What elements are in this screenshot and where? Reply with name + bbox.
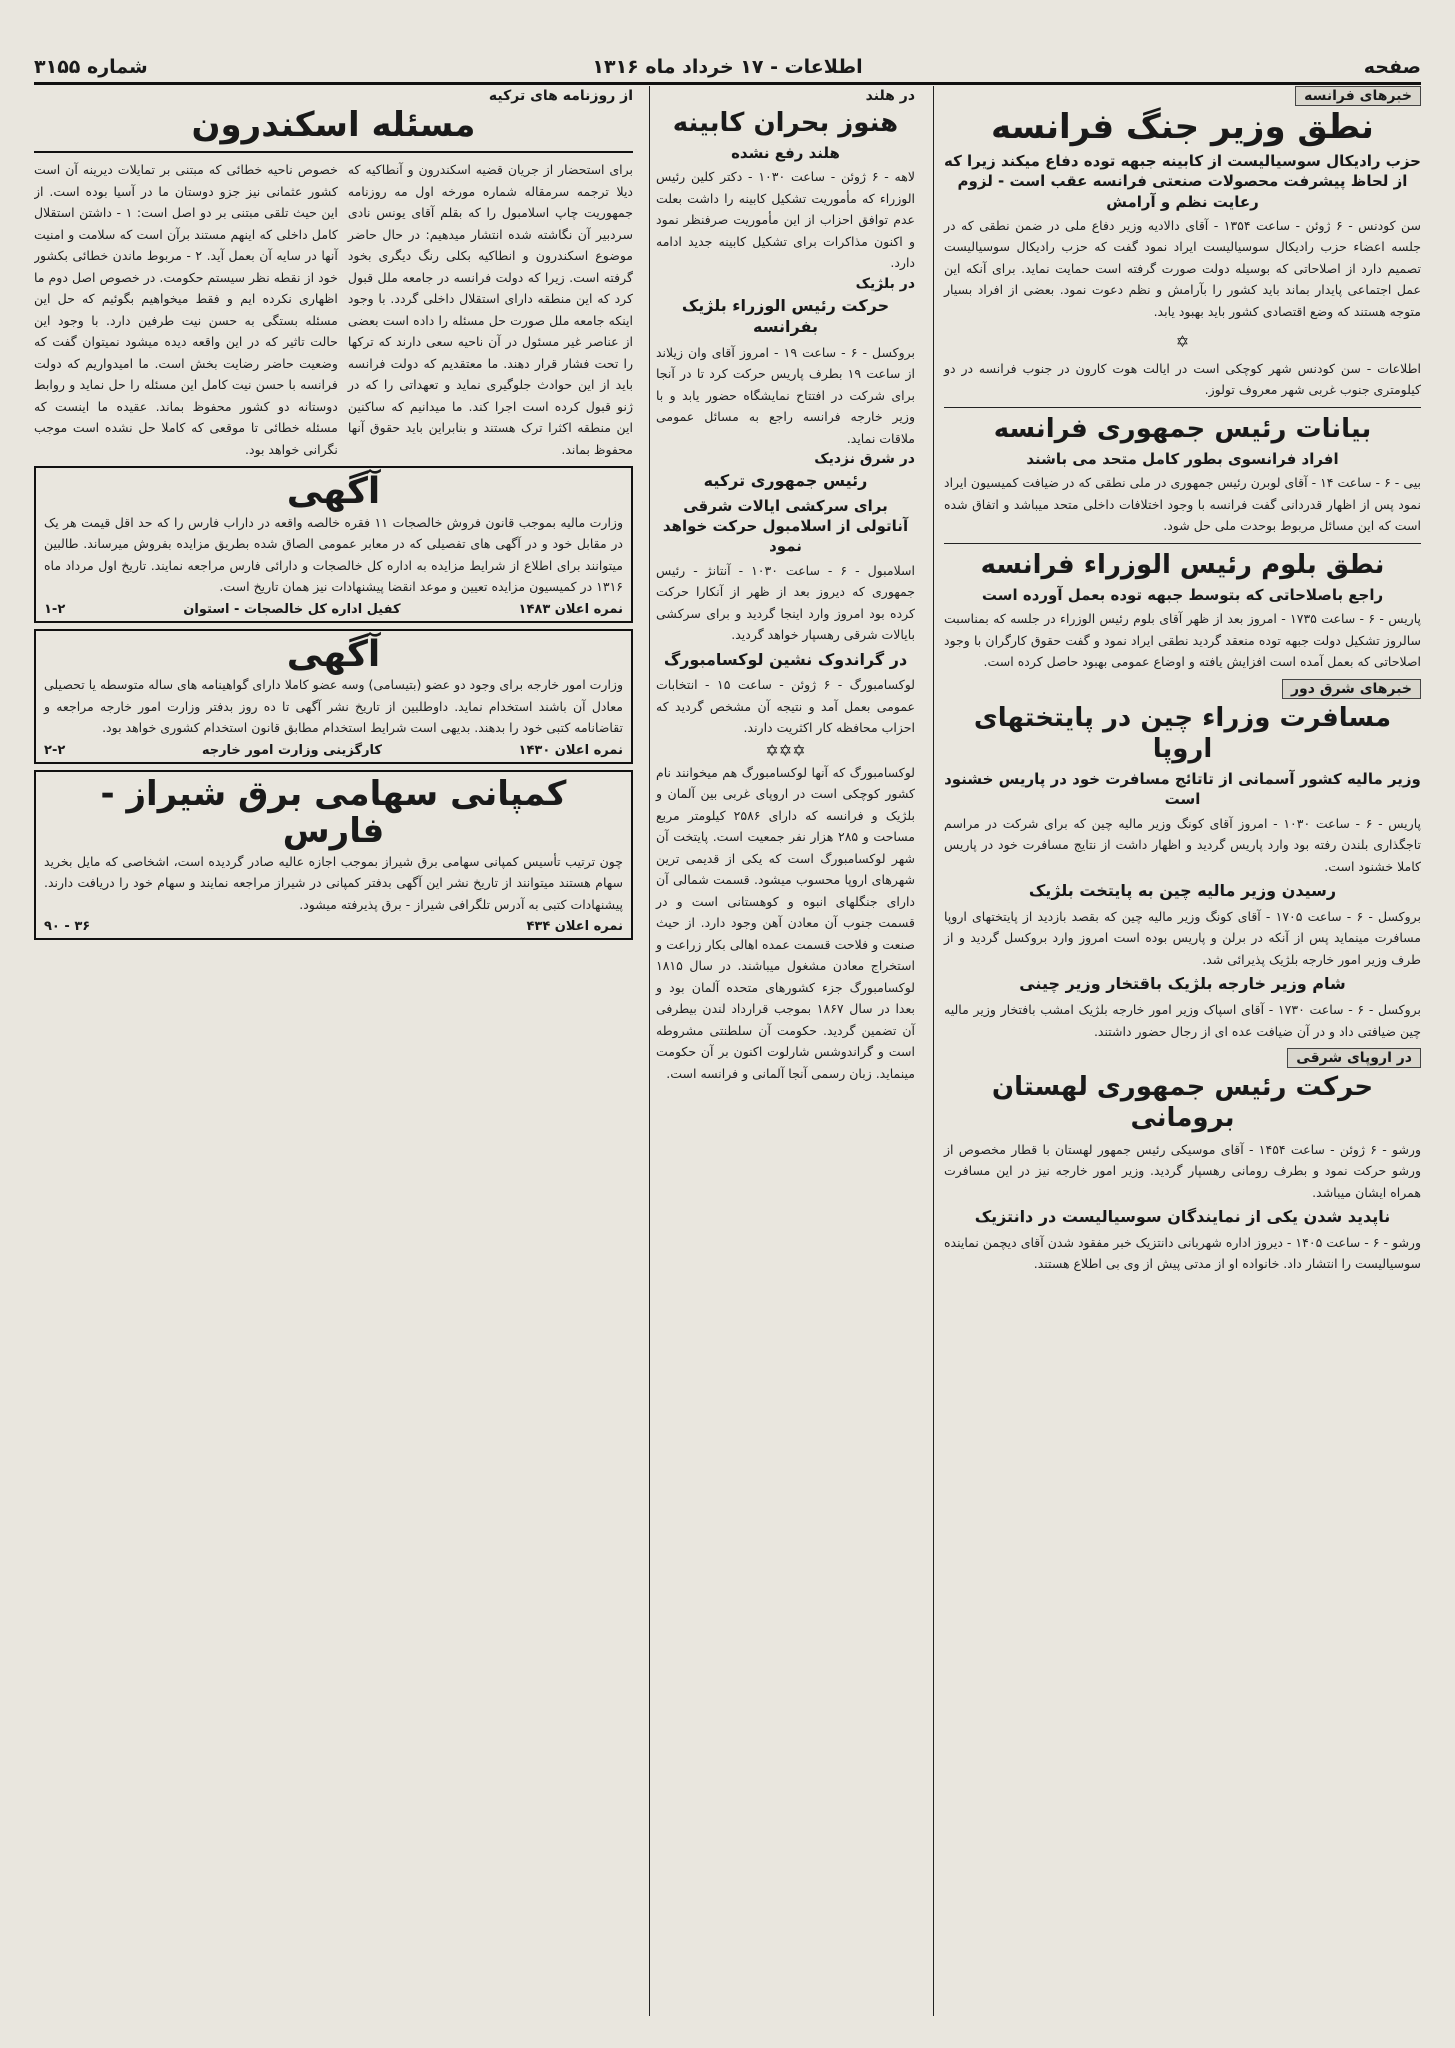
article-paragraph: سن کودنس - ۶ ژوئن - ساعت ۱۳۵۴ - آقای دالادیه وزیر دفاع ملی در ضمن نطقی که در جلسه اعضاء حزب رادیکال سوسیالیست ایراد نمود گفت که حزب رادیکال سوسیالیست تصمیم دارد از اصلاحاتی که بوسیله دولت صورت گرفته است حمایت نماید. برای آنکه این عمل اجتماعی پایدار بماند باید کشور را بآرامش و نظم دعوت نمود. بعضی از افراد بسیار متوجه هستند که وضع اقتصادی کشور باید بهبود یابد. [944, 217, 1421, 319]
subhead-china-ministers: وزیر مالیه کشور آسمانی از تاتائج مسافرت خود در پاریس خشنود است [944, 770, 1421, 809]
ad-foreign-ministry [34, 629, 633, 764]
ad-footer [44, 919, 623, 934]
ad-footer [44, 743, 623, 758]
column-right [933, 86, 1421, 2016]
column-middle [649, 86, 921, 2016]
article-turkey-president: اسلامبول - ۶ - ساعت ۱۰۳۰ - آنتانژ - رئیس جمهوری که دیروز بعد از ظهر از آنکارا حرکت کرده بود امروز وارد اینجا گردید و برای سرکشی بایالات شرقی رهسپار خواهد گردید. [656, 562, 916, 643]
ad-shiraz-electric [34, 770, 633, 940]
article-china-brussels: بروکسل - ۶ - ساعت ۱۷۰۵ - آقای کونگ وزیر مالیه چین که بقصد بازدید از پایتختهای اروپا مسافرت مینماید پس از آنکه در برلن و پاریس بوده است امروز وارد بروکسل گردید و از طرف وزیر امور خارجه بلژیک پذیرائی شد. [944, 908, 1421, 967]
kicker-near-east: در شرق نزدیک [814, 451, 915, 468]
headline-china-ministers: مسافرت وزراء چین در پایتختهای اروپا [973, 702, 1392, 764]
divider [944, 543, 1421, 544]
article-luxembourg-info: لوکسامبورگ که آنها لوکسامبورگ هم میخوانند نام کشور کوچکی است در اروپای غربی بین آلمان و بلژیک و فرانسه که دارای ۲۵۸۶ کیلومتر مربع مساحت و ۲۸۵ هزار نفر جمعیت است. پایتخت آن شهر لوکسامبورگ است که یکی از قدیمی ترین شهرهای اروپا محسوب میشود. قسمت شمالی آن دارای جنگلهای انبوه و کوهستانی است و در قسمت جنوب آن معادن آهن وجود دارد. از حیث صنعت و فلاحت قسمت عمده اهالی بکار زراعت و استخراج معادن مشغول میباشند. در سال ۱۸۱۵ لوکسامبورگ جزء کشورهای متحده آلمان بود و بعدا در سال ۱۸۶۷ بموجب قرارداد لندن بیطرفی آن تضمین گردید. حکومت آن سلطنتی مشروطه است و گراندوشس شارلوت اکنون بر آن حکومت مینماید. زبان رسمی آنجا آلمانی و فرانسه است. [656, 764, 916, 1081]
subhead-blum-speech: راجع باصلاحاتی که بتوسط جبهه توده بعمل آورده است [981, 585, 1384, 604]
article-danzig-disappearance: ورشو - ۶ - ساعت ۱۴۰۵ - دیروز اداره شهربانی دانتزیک خبر مفقود شدن آقای دیچمن نماینده سوسیالیست را انتشار داد. خانواده او از مدتی پیش از وی بی اطلاع هستند. [944, 1234, 1421, 1272]
columns [34, 86, 1421, 2016]
section-tag-east-europe: در اروپای شرقی [1287, 1048, 1421, 1068]
masthead [34, 40, 1421, 85]
article-paragraph: اطلاعات - سن کودنس شهر کوچکی است در ایالت هوت کارون در جنوب فرانسه در دو کیلومتری جنوب غربی شهر معروف تولوز. [944, 360, 1421, 398]
ad-body: وزارت امور خارجه برای وجود دو عضو (بتیسامی) وسه عضو کاملا دارای گواهینامه های ساله متوسطه یا تحصیلی معادل آن باشند استخدام نماید. داوطلبین از تاریخ نشر آگهی تا ده روز بدفتر وزارت امور خارجه مراجعه و تقاضانامه کتبی خود را بدهند. بدیهی است شرایط استخدام مطابق قانون استخدام کشوری خواهد بود. [44, 677, 623, 736]
article-alexandretta-part1: برای استحضار از جریان قضیه اسکندرون و آنطاکیه که دیلا ترجمه سرمقاله شماره مورخه اول مه روزنامه جمهوریت چاپ اسلامبول را که بقلم آقای یونس نادی سردبیر آن نگاشته شده انتشار میدهیم: در حال حاضر موضوع اسکندرون و انطاکیه بکلی رنگ دیگری بخود گرفته است. زیرا که دولت فرانسه در جامعه ملل قبول کرد که این منطقه دارای استقلال داخلی گردد. با وجود اینکه جامعه ملل صورت حل مسئله را داده است بعضی از عناصر غیر مسئول در آن ناحیه سعی دارند که ترکها را تحت فشار قرار دهند. ما معتقدیم که دولت فرانسه باید از این حوادث جلوگیری نماید و تعهداتی را که در ژنو قبول کرده است اجرا کند. ما میدانیم که ساکنین این منطقه اکثرا ترک هستند و بنابراین باید حقوق آنها محفوظ بماند. [347, 162, 633, 457]
kicker-holland: در هلند [865, 88, 915, 104]
headline-belgian-pm: حرکت رئیس الوزراء بلژیک بفرانسه [681, 295, 890, 336]
headline-cabinet-crisis: هنوز بحران کابینه [672, 108, 899, 138]
headline-war-minister: نطق وزیر جنگ فرانسه [991, 107, 1374, 147]
headline-danzig-disappearance: ناپدید شدن یکی از نمایندگان سوسیالیست در دانتزیک [974, 1207, 1391, 1227]
page-label: صفحه [1363, 56, 1421, 78]
headline-alexandretta: مسئله اسکندرون [191, 105, 476, 145]
headline-china-brussels: رسیدن وزیر مالیه چین به پایتخت بلژیک [1028, 881, 1337, 901]
kicker-belgium: در بلژیک [855, 275, 915, 292]
subhead-president-france: افراد فرانسوی بطور کامل متحد می باشند [1026, 450, 1339, 469]
divider [34, 151, 633, 153]
article-president-france: بیی - ۶ - ساعت ۱۴ - آقای لوبرن رئیس جمهوری در ملی نطقی که در ضیافت کمیسیون ایراد نمود پس از اظهار قدردانی گفت فرانسه با وجود اختلافات داخلی متحد میباشد و اتفاق شده است که این مسائل مربوط بوحدت ملی حل شود. [944, 475, 1421, 534]
article-war-minister [944, 215, 1421, 401]
issue-number: شماره ۳۱۵۵ [34, 56, 148, 78]
divider [944, 407, 1421, 408]
headline-luxembourg: در گراندوک نشین لوکسامبورگ [663, 649, 908, 669]
article-belgian-pm: بروکسل - ۶ - ساعت ۱۹ - امروز آقای وان زیلاند از ساعت ۱۹ بطرف پاریس حرکت کرد تا در آنجا برای شرکت در افتتاح نمایشگاه حضور یابد و با وزیر خارجه فرانسه راجع به مسائل عمومی ملاقات نماید. [656, 344, 915, 446]
section-tag-far-east: خبرهای شرق دور [1282, 679, 1421, 699]
ad-number: نمره اعلان ۱۴۸۳ [518, 601, 623, 617]
headline-blum-speech: نطق بلوم رئیس الوزراء فرانسه [980, 549, 1385, 580]
article-cabinet-crisis: لاهه - ۶ ژوئن - ساعت ۱۰۳۰ - دکتر کلین رئیس الوزراء که مأموریت تشکیل کابینه را داشت بعلت عدم توافق احزاب از این مأموریت صرفنظر نمود و اکنون مذاکرات برای تشکیل کابینه جدید ادامه دارد. [656, 169, 915, 271]
ad-title: آگهی [286, 471, 381, 513]
column-left [34, 86, 637, 2016]
separator-stars: ✡ [1175, 332, 1190, 352]
alexandretta-columns [34, 159, 633, 460]
headline-dinner-spaak: شام وزیر خارجه بلژیک باقتخار وزیر چینی [1019, 974, 1346, 994]
ad-code: ۲-۲ [44, 742, 66, 758]
ad-title: کمپانی سهامی برق شیراز - فارس [100, 773, 567, 852]
subhead-cabinet-crisis: هلند رفع نشده [731, 144, 840, 163]
ad-code: ۱-۲ [44, 601, 66, 617]
article-alexandretta-part2: خصوص ناحیه خطائی که مبتنی بر تمایلات دیرینه آن است کشور عثمانی نیز جزو دوستان ما در آسیا بوده است. از این حیث تلقی مبتنی بر دو اصل است: ۱ - داشتن استقلال کامل داخلی که اینهم مستند برآن است که سلامت و امنیت آنها در سایه آن بعمل آید. ۲ - مربوط ماندن خطائی بکشور خود از نقطه نظر سیستم حکومت. در خصوص اصل دوم ما اظهاری نکرده ایم و فقط میخواهیم بگوئیم که حل این مسئله بستگی به حسن نیت طرفین دارد. با وجود این حالت تاثیر که در این واقعه دیده میشود نمیتوان گفت که وضعیت حاضر رضایت بخش است. ما امیدواریم که دولت فرانسه با حسن نیت کامل این مسئله را حل نماید و روابط دوستانه دو کشور محفوظ بماند. عقیده ما اینست که مسئله خطائی تا موقعی که کاملا حل نشده است موجب نگرانی خواهد بود. [34, 162, 338, 457]
ad-body: چون ترتیب تأسیس کمپانی سهامی برق شیراز بموجب اجازه عالیه صادر گردیده است، اشخاصی که مایل بخرید سهام هستند میتوانند از تاریخ نشر این آگهی بدفتر کمپانی در شیراز مراجعه نمایند و سهام خود را دریافت دارند. پیشنهادات کتبی به آدرس تلگرافی شیراز - برق پذیرفته میشود. [44, 853, 623, 912]
headline-president-france: بیانات رئیس جمهوری فرانسه [993, 413, 1372, 444]
article-china-ministers: پاریس - ۶ - ساعت ۱۰۳۰ - امروز آقای کونگ وزیر مالیه چین که برای شرکت در مراسم تاجگذاری بلندن رفته بود وارد پاریس گردید و اظهار داشت از نتایج مسافرت خود در پاریس کاملا خشنود است. [944, 815, 1421, 874]
date-line: اطلاعات - ۱۷ خرداد ماه ۱۳۱۶ [592, 56, 863, 78]
separator-stars: ✡✡✡ [765, 740, 806, 760]
subhead-war-minister: حزب رادیکال سوسیالیست از کابینه جبهه توده دفاع میکند زیرا که از لحاظ پیشرفت محصولات صنعتی فرانسه عقب است - لزوم رعایت نظم و آرامش [944, 152, 1421, 211]
ad-signature: کارگزینی وزارت امور خارجه [201, 742, 382, 758]
ad-body: وزارت مالیه بموجب قانون فروش خالصجات ۱۱ فقره خالصه واقعه در داراب فارس را که حد اقل قیمت هر یک در مقابل خود و در آگهی های تفصیلی که در معابر عمومی الصاق شده بطریق مزایده بفروش میرساند. طالبین میتوانند برای اطلاع از شرایط مزایده به اداره کل خالصجات و دارائی فارس مراجعه نمایند. تاریخ اول مرداد ماه ۱۳۱۶ در کمیسیون مزایده تعیین و موعد انقضا پیشنهادات نیز همان تاریخ است. [44, 514, 623, 595]
article-poland-president: ورشو - ۶ ژوئن - ساعت ۱۴۵۴ - آقای موسیکی رئیس جمهور لهستان با قطار مخصوص از ورشو حرکت نمود و بطرف رومانی رهسپار گردید. وزیر امور خارجه نیز در این مسافرت همراه ایشان میباشد. [944, 1141, 1421, 1200]
ad-footer [44, 602, 623, 617]
headline-poland-president: حرکت رئیس جمهوری لهستان برومانی [991, 1072, 1374, 1134]
ad-code: ۳۶ - ۹۰ [44, 919, 91, 935]
ad-number: نمره اعلان ۱۴۳۰ [518, 742, 623, 758]
article-blum-speech: پاریس - ۶ - ساعت ۱۷۳۵ - امروز بعد از ظهر آقای بلوم رئیس الوزراء در جلسه که بمناسبت سالروز تشکیل دولت جبهه توده منعقد گردید نطقی ایراد نمود و گفت حقوق کارگران با وجود اصلاحاتی که بعمل آمده است افزایش یافته و اوضاع عمومی بهبود حاصل کرده است. [944, 611, 1421, 670]
ad-signature: کفیل اداره کل خالصجات - استوان [183, 601, 401, 617]
ad-title: آگهی [286, 633, 381, 675]
ad-finance-ministry [34, 466, 633, 623]
kicker-turkish-press: از روزنامه های ترکیه [488, 88, 633, 104]
section-tag-france: خبرهای فرانسه [1295, 86, 1421, 106]
article-luxembourg-elections: لوکسامبورگ - ۶ ژوئن - ساعت ۱۵ - انتخابات عمومی بعمل آمد و نتیجه آن مشخص گردید که احزاب محافظه کار اکثریت دارند. [656, 677, 915, 736]
headline-turkey-president: رئیس جمهوری ترکیه [703, 471, 868, 491]
article-dinner-spaak: بروکسل - ۶ - ساعت ۱۷۳۰ - آقای اسپاک وزیر امور خارجه بلژیک امشب بافتخار وزیر مالیه چین ضیافتی داد و در آن ضیافت عده ای از رجال حضور داشتند. [944, 1002, 1421, 1039]
subhead-turkey-president: برای سرکشی ایالات شرقی آناتولی از اسلامبول حرکت خواهد نمود [662, 496, 909, 556]
ad-number: نمره اعلان ۴۳۴ [526, 919, 623, 935]
